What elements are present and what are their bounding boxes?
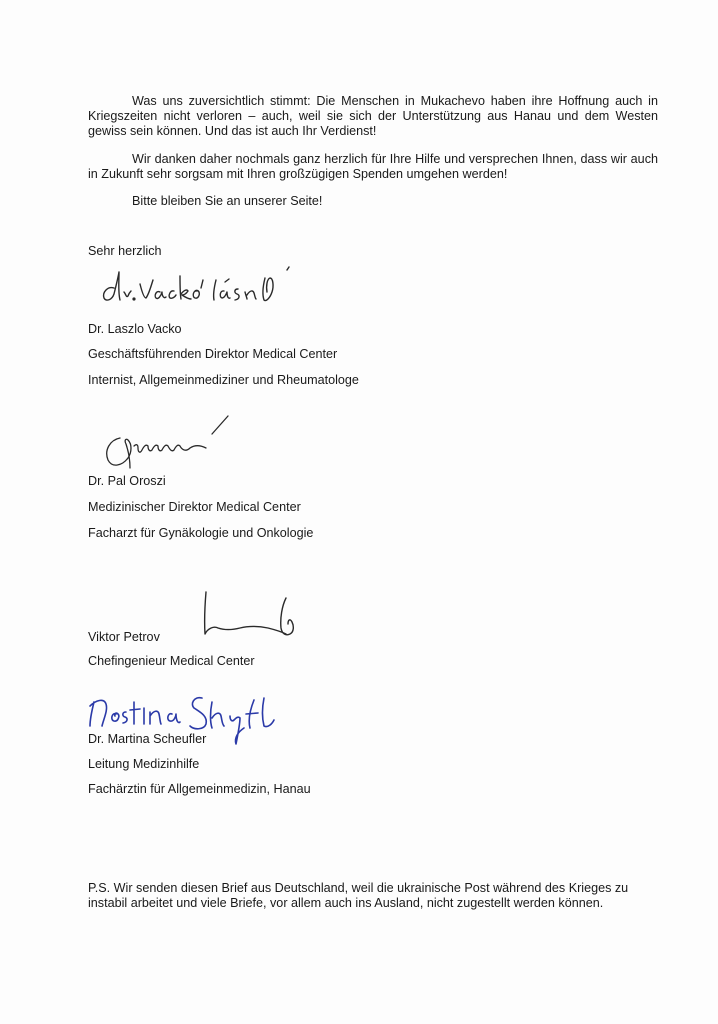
signatory-4-name: Dr. Martina Scheufler xyxy=(88,732,207,746)
paragraph-2: Wir danken daher nochmals ganz herzlich für Ihre Hilfe und versprechen Ihnen, dass wir auch in Zukunft sehr sorgsam mit Ihren großzügigen Spenden umgehen werden! xyxy=(88,152,658,182)
signatory-2-role: Medizinischer Direktor Medical Center xyxy=(88,500,301,514)
signatory-2-detail: Facharzt für Gynäkologie und Onkologie xyxy=(88,526,314,540)
paragraph-1: Was uns zuversichtlich stimmt: Die Menschen in Mukachevo haben ihre Hoffnung auch in Kriegszeiten nicht verloren – auch, weil sie sich der Unterstützung aus Hanau und dem Westen gewiss sein können. Und das ist auch Ihr Verdienst! xyxy=(88,94,658,139)
paragraph-3: Bitte bleiben Sie an unserer Seite! xyxy=(132,194,323,208)
postscript: P.S. Wir senden diesen Brief aus Deutschland, weil die ukrainische Post während des Krieges zu instabil arbeitet und viele Briefe, vor allem auch ins Ausland, nicht zugestellt werden können. xyxy=(88,881,629,911)
signatory-4-role: Leitung Medizinhilfe xyxy=(88,757,200,771)
signatory-3-role: Chefingenieur Medical Center xyxy=(88,654,255,668)
signature-vacko xyxy=(100,262,310,312)
closing-salutation: Sehr herzlich xyxy=(88,244,162,258)
signatory-4-detail: Fachärztin für Allgemeinmedizin, Hanau xyxy=(88,782,311,796)
signatory-1-detail: Internist, Allgemeinmediziner und Rheumatologe xyxy=(88,373,359,387)
signatory-1-role: Geschäftsführenden Direktor Medical Center xyxy=(88,347,338,361)
signatory-2-name: Dr. Pal Oroszi xyxy=(88,474,166,488)
signature-oroszi xyxy=(100,410,250,475)
signatory-3-name: Viktor Petrov xyxy=(88,630,160,644)
signatory-1-name: Dr. Laszlo Vacko xyxy=(88,322,182,336)
signature-petrov xyxy=(196,588,306,643)
